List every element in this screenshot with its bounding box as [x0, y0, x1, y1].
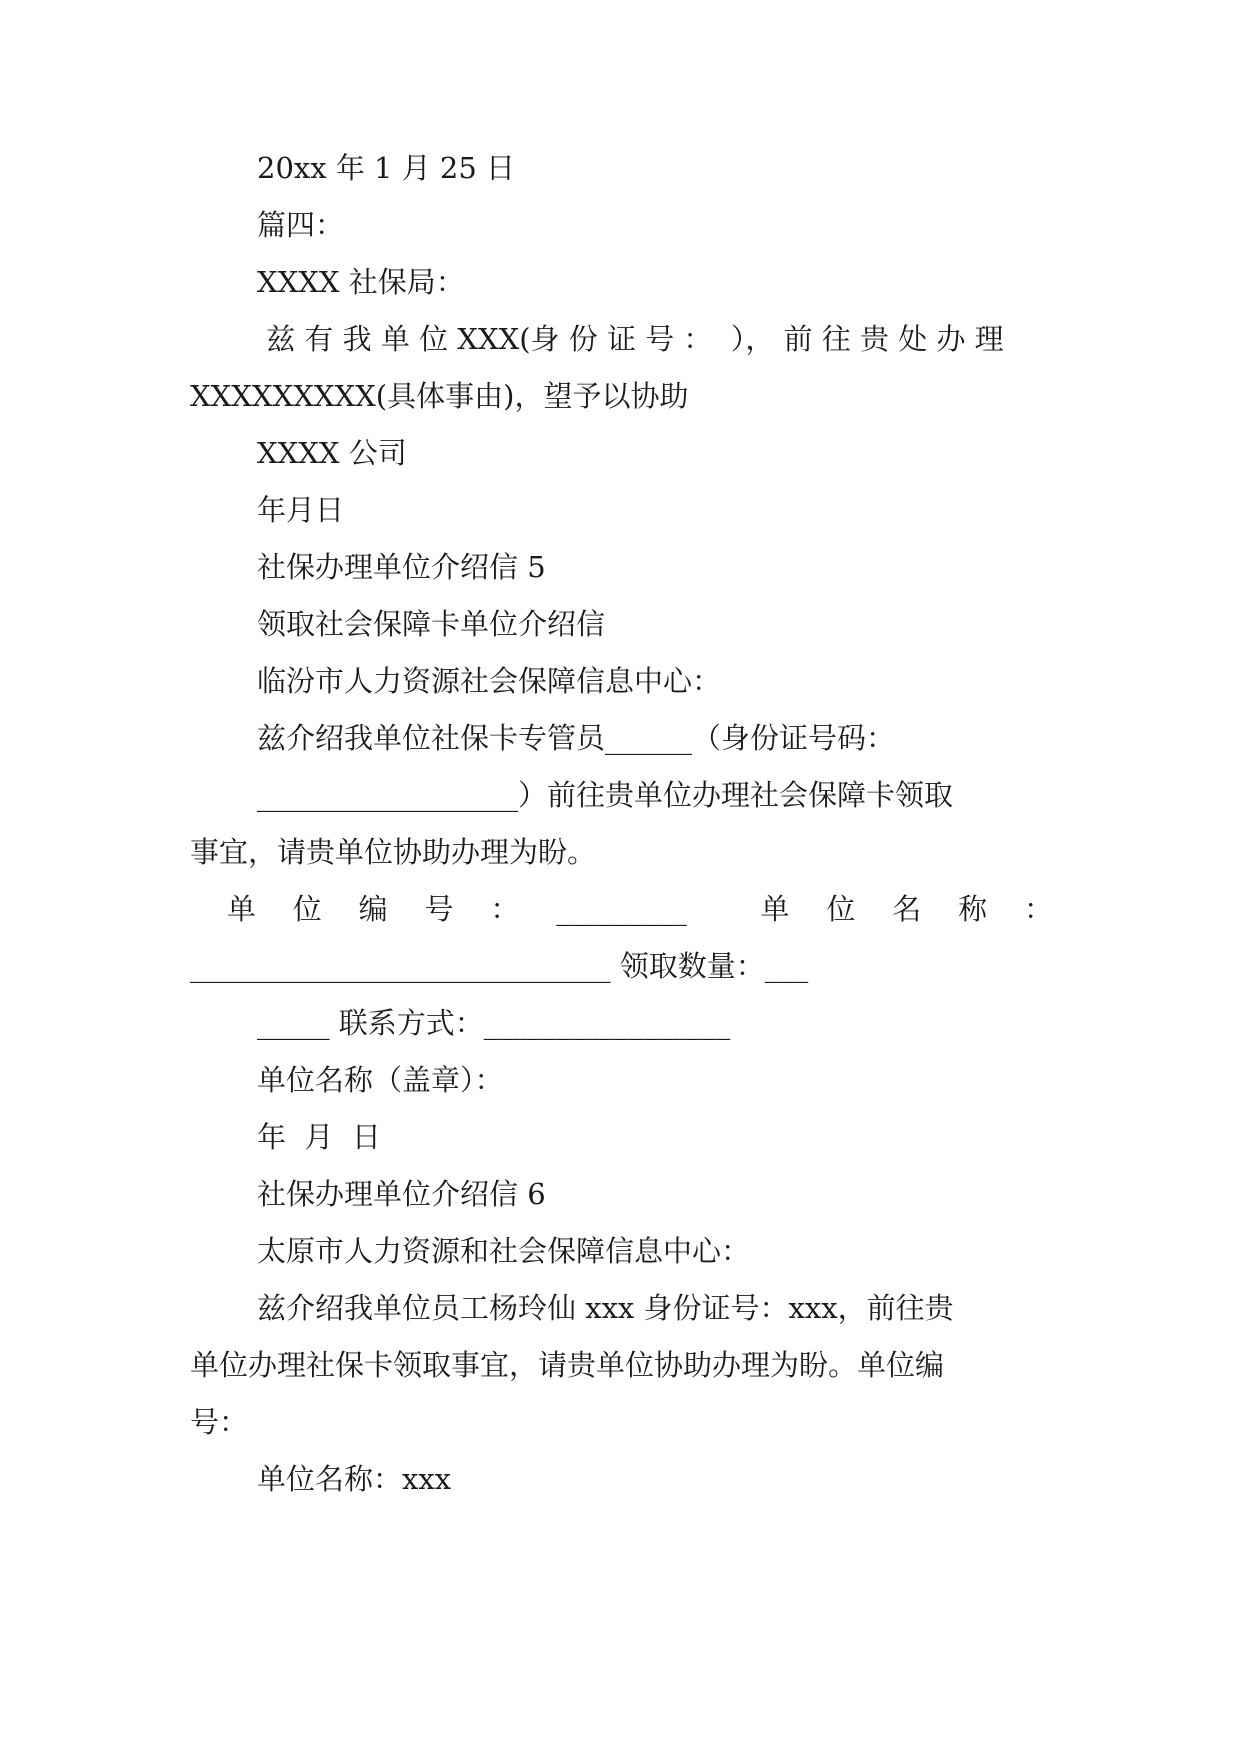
body-line: XXXXXXXXX(具体事由)，望予以协助 [190, 379, 689, 413]
body-line: __________________）前往贵单位办理社会保障卡领取 [257, 778, 954, 812]
form-cell: _________ [556, 892, 687, 926]
section-heading: 社保办理单位介绍信 5 [257, 550, 546, 584]
section-heading: 社保办理单位介绍信 6 [257, 1177, 546, 1211]
form-cell: 单 [760, 892, 790, 926]
date-line: 年月日 [257, 493, 345, 527]
form-cell: 位 [292, 892, 322, 926]
body-line: 兹介绍我单位员工杨玲仙 xxx 身份证号：xxx，前往贵 [257, 1291, 954, 1325]
body-line: 兹 有 我 单 位 XXX(身 份 证 号 ： ）， 前 往 贵 处 办 理 [257, 322, 1004, 356]
addressee-line: XXXX 社保局： [257, 265, 465, 299]
body-line: 事宜，请贵单位协助办理为盼。 [190, 835, 597, 869]
body-line: 号： [190, 1405, 249, 1439]
signature-line: XXXX 公司 [257, 436, 407, 470]
body-line: _____________________________ 领取数量：___ [190, 949, 809, 983]
form-cell: ： [490, 892, 520, 926]
form-line-unit-number [190, 889, 1053, 929]
section-heading: 篇四： [257, 208, 345, 242]
form-cell: 名 [892, 892, 922, 926]
body-line: 单位办理社保卡领取事宜，请贵单位协助办理为盼。单位编 [190, 1348, 945, 1382]
body-line: 兹介绍我单位社保卡专管员______（身份证号码： [257, 721, 896, 755]
date-line: 年 月 日 [257, 1120, 381, 1154]
form-cell: 号 [424, 892, 454, 926]
seal-line: 单位名称（盖章）： [257, 1063, 504, 1097]
section-subheading: 领取社会保障卡单位介绍信 [257, 607, 606, 641]
form-cell: ： [1023, 892, 1053, 926]
body-line: _____ 联系方式：_________________ [257, 1006, 731, 1040]
form-cell: 单 [226, 892, 256, 926]
addressee-line: 临汾市人力资源社会保障信息中心： [257, 664, 722, 698]
form-cell: 称 [958, 892, 988, 926]
form-cell: 编 [358, 892, 388, 926]
form-cell: 位 [826, 892, 856, 926]
date-line: 20xx 年 1 月 25 日 [257, 151, 516, 185]
body-line: 单位名称：xxx [257, 1462, 452, 1496]
addressee-line: 太原市人力资源和社会保障信息中心： [257, 1234, 751, 1268]
